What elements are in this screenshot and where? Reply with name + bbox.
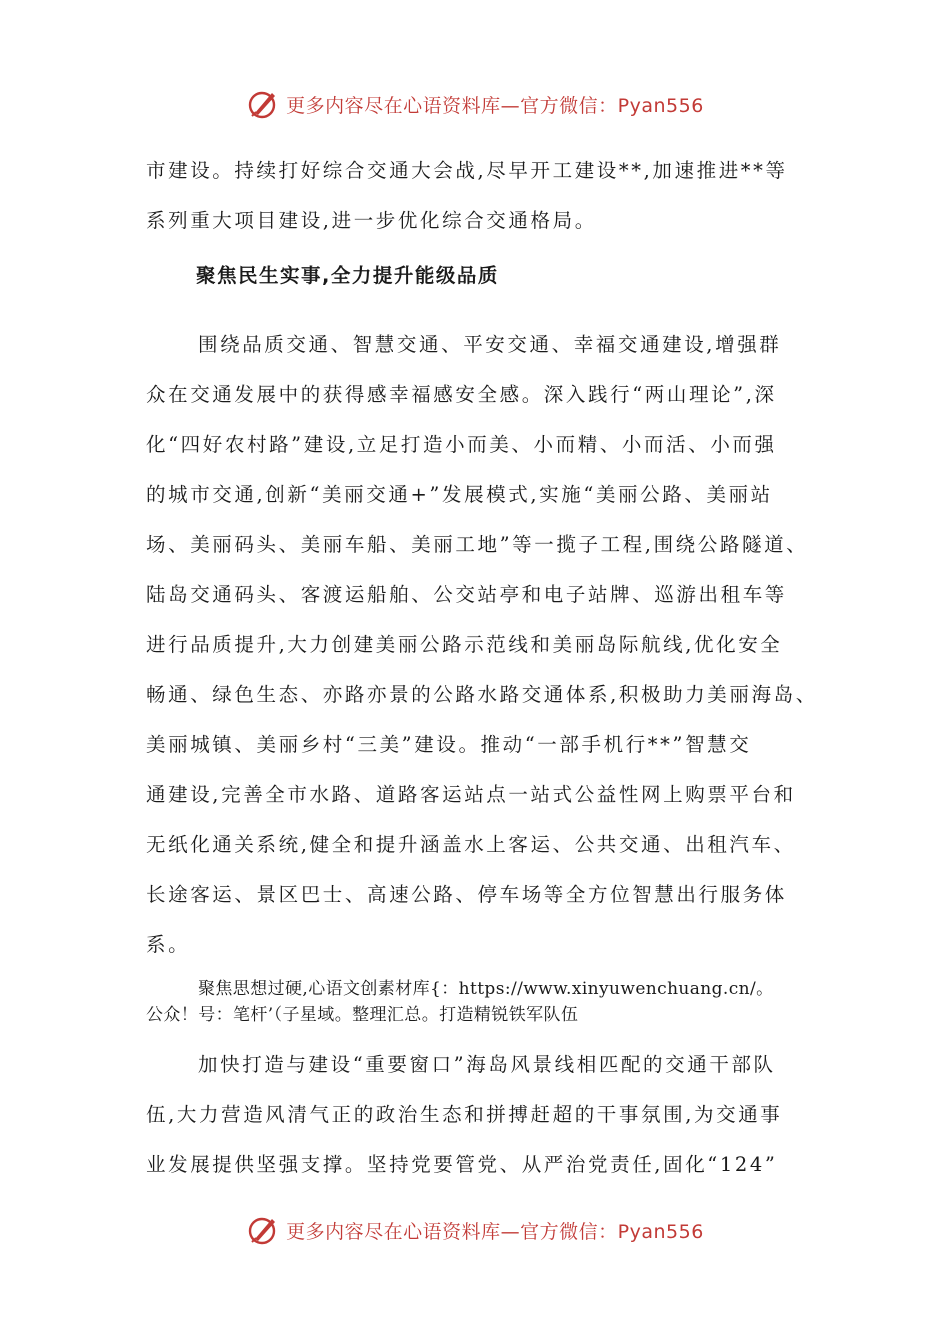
header-banner [0,82,950,126]
source-note [146,976,774,1028]
source-note-line: 公众！号：笔杆’（子星域。整理汇总。打造精锐铁军队伍 [146,1005,579,1025]
text-line: 场、美丽码头、美丽车船、美丽工地”等一揽子工程,围绕公路隧道、 [146,533,809,556]
text-line: 畅通、绿色生态、亦路亦景的公路水路交通体系,积极助力美丽海岛、 [146,683,818,706]
text-line: 陆岛交通码头、客渡运船舶、公交站亭和电子站牌、巡游出租车等 [146,583,787,606]
text-line: 业发展提供坚强支撑。坚持党要管党、从严治党责任,固化“124” [146,1153,778,1176]
section-heading: 聚焦民生实事,全力提升能级品质 [196,264,499,287]
text-line: 伍,大力营造风清气正的政治生态和拼搏赶超的干事氛围,为交通事 [146,1103,783,1126]
text-line: 围绕品质交通、智慧交通、平安交通、幸福交通建设,增强群 [198,333,782,356]
footer-banner [0,1208,950,1252]
text-line: 系列重大项目建设,进一步优化综合交通格局。 [146,209,597,232]
paragraph-team [146,1040,826,1190]
text-line: 通建设,完善全市水路、道路客运站点一站式公益性网上购票平台和 [146,783,796,806]
text-line: 化“四好农村路”建设,立足打造小而美、小而精、小而活、小而强 [146,433,777,456]
header-banner-text: 更多内容尽在心语资料库—官方微信：Pyan556 [286,94,704,117]
text-line: 众在交通发展中的获得感幸福感安全感。深入践行“两山理论”,深 [146,383,777,406]
text-line: 的城市交通,创新“美丽交通+”发展模式,实施“美丽公路、美丽站 [146,483,773,506]
text-line: 无纸化通关系统,健全和提升涵盖水上客运、公共交通、出租汽车、 [146,833,796,856]
text-line: 进行品质提升,大力创建美丽公路示范线和美丽岛际航线,优化安全 [146,633,783,656]
text-line: 系。 [146,933,191,956]
text-line: 长途客运、景区巴士、高速公路、停车场等全方位智慧出行服务体 [146,883,787,906]
paragraph-continued [146,146,826,246]
quill-logo-icon [246,87,280,121]
text-line: 市建设。持续打好综合交通大会战,尽早开工建设**,加速推进**等 [146,159,788,182]
footer-banner-text: 更多内容尽在心语资料库—官方微信：Pyan556 [286,1220,704,1243]
paragraph-livelihood [146,320,826,970]
quill-logo-icon [246,1213,280,1247]
text-line: 加快打造与建设“重要窗口”海岛风景线相匹配的交通干部队 [198,1053,776,1076]
text-line: 美丽城镇、美丽乡村“三美”建设。推动“一部手机行**”智慧交 [146,733,752,756]
source-note-line: 聚焦思想过硬,心语文创素材库{：https://www.xinyuwenchuang.cn/。 [198,979,774,999]
